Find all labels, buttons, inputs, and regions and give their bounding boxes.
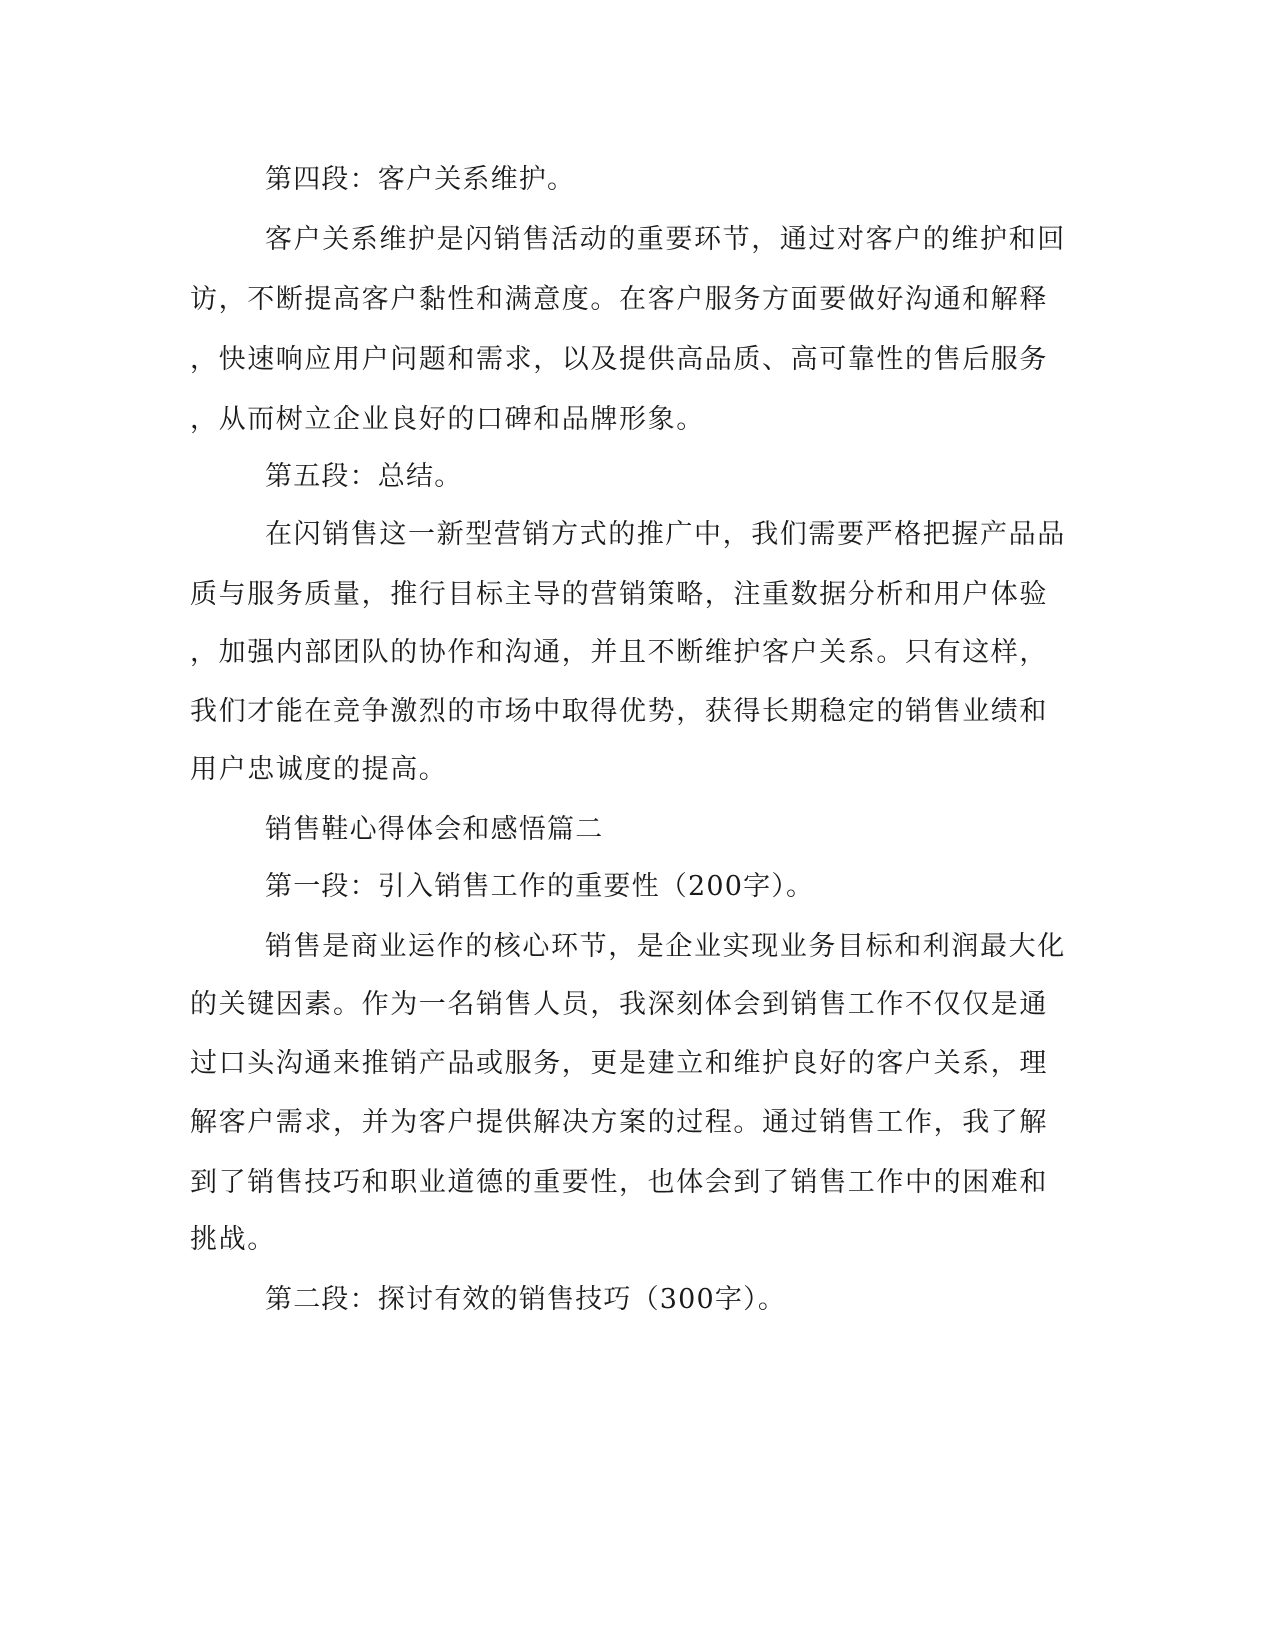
paragraph-line: 到了销售技巧和职业道德的重要性，也体会到了销售工作中的困难和	[190, 1167, 1048, 1198]
article-title: 销售鞋心得体会和感悟篇二	[265, 814, 604, 845]
paragraph-line: 客户关系维护是闪销售活动的重要环节，通过对客户的维护和回	[265, 224, 1066, 255]
paragraph-line: ，加强内部团队的协作和沟通，并且不断维护客户关系。只有这样，	[190, 637, 1048, 668]
heading-section-2: 第二段：探讨有效的销售技巧（300字）。	[265, 1284, 787, 1315]
paragraph-line: 挑战。	[190, 1224, 276, 1255]
paragraph-line: 用户忠诚度的提高。	[190, 754, 448, 785]
paragraph-line: 在闪销售这一新型营销方式的推广中，我们需要严格把握产品品	[265, 519, 1066, 550]
paragraph-line: 访，不断提高客户黏性和满意度。在客户服务方面要做好沟通和解释	[190, 284, 1048, 315]
paragraph-line: 过口头沟通来推销产品或服务，更是建立和维护良好的客户关系，理	[190, 1048, 1048, 1079]
paragraph-line: ，快速响应用户问题和需求，以及提供高品质、高可靠性的售后服务	[190, 344, 1048, 375]
paragraph-line: 质与服务质量，推行目标主导的营销策略，注重数据分析和用户体验	[190, 579, 1048, 610]
paragraph-line: 解客户需求，并为客户提供解决方案的过程。通过销售工作，我了解	[190, 1107, 1048, 1138]
heading-section-5: 第五段：总结。	[265, 461, 463, 492]
heading-section-1: 第一段：引入销售工作的重要性（200字）。	[265, 871, 815, 902]
paragraph-line: 的关键因素。作为一名销售人员，我深刻体会到销售工作不仅仅是通	[190, 989, 1048, 1020]
heading-section-4: 第四段：客户关系维护。	[265, 164, 576, 195]
paragraph-line: ，从而树立企业良好的口碑和品牌形象。	[190, 404, 705, 435]
paragraph-line: 我们才能在竞争激烈的市场中取得优势，获得长期稳定的销售业绩和	[190, 696, 1048, 727]
paragraph-line: 销售是商业运作的核心环节，是企业实现业务目标和利润最大化	[265, 931, 1066, 962]
